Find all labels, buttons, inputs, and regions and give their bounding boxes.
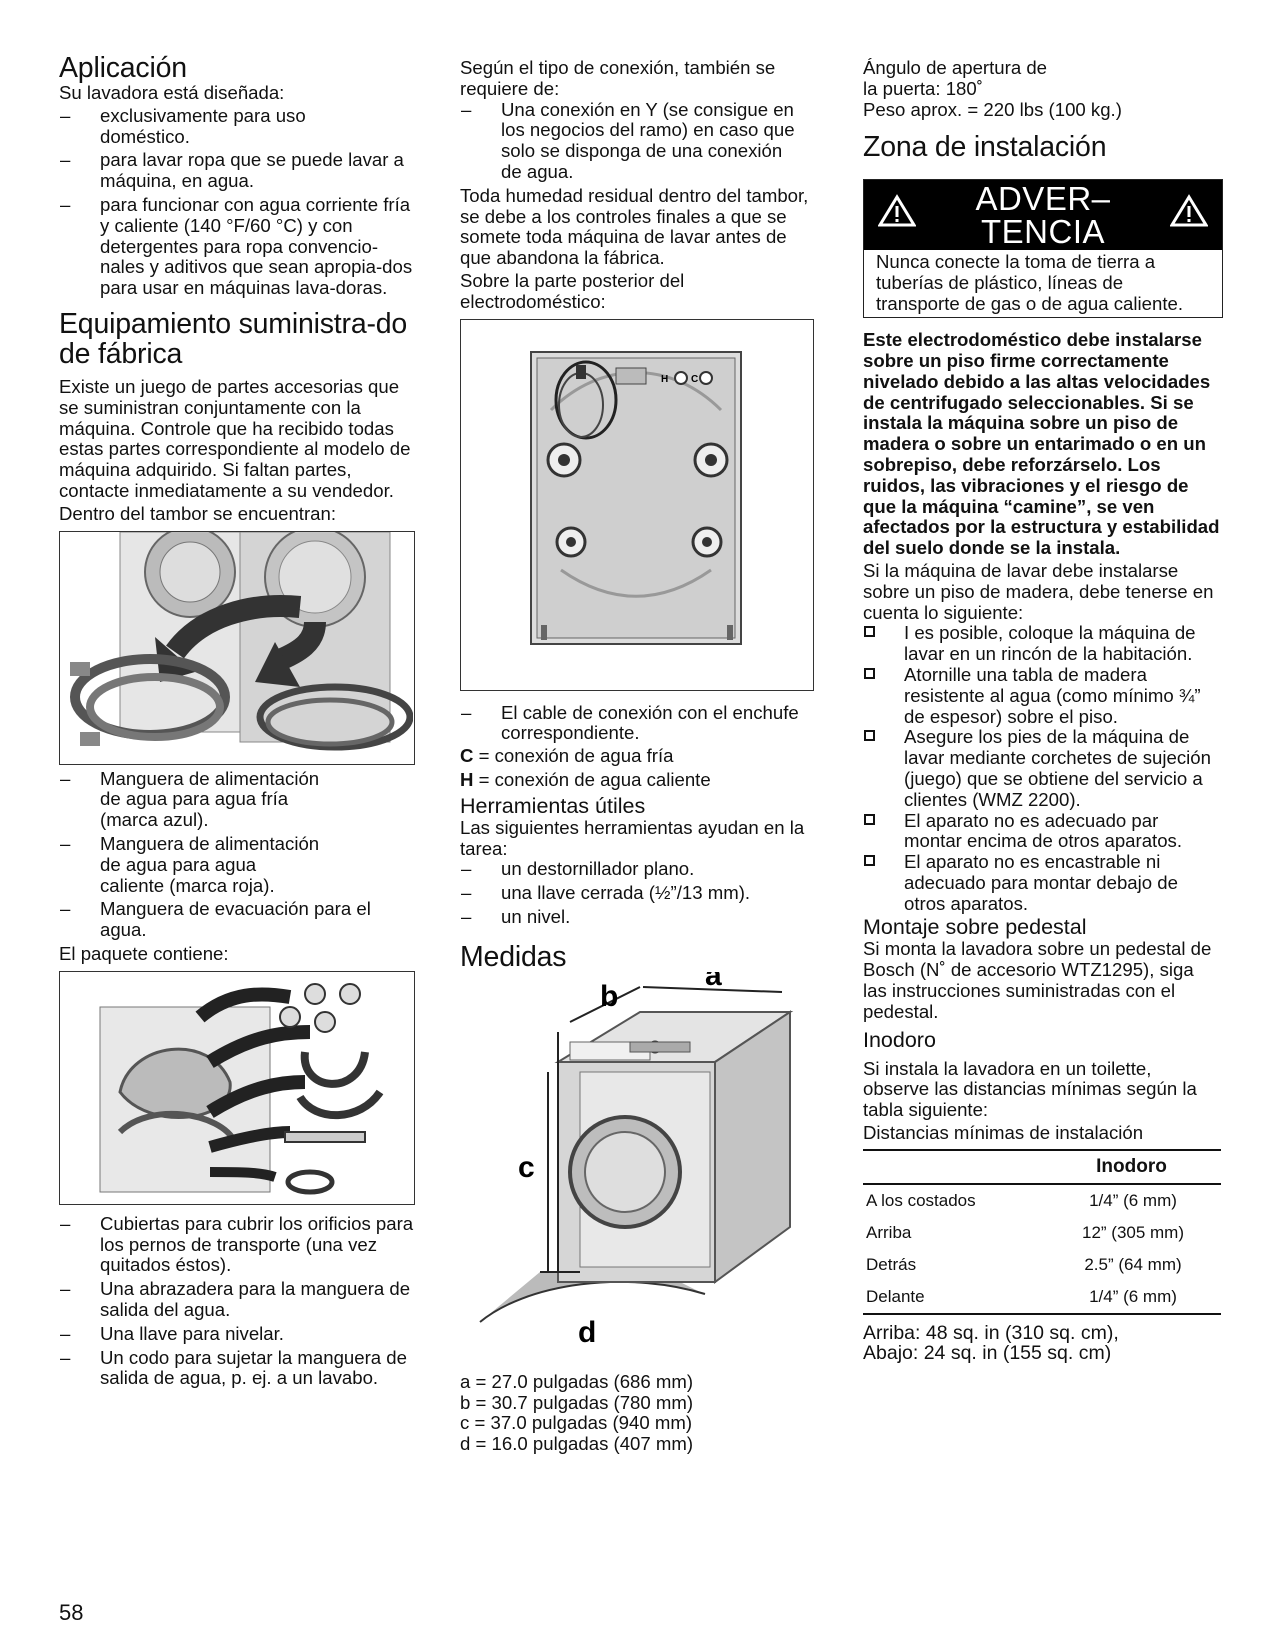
table-row (863, 1184, 1221, 1217)
madera-checklist (863, 623, 1221, 914)
page-number: 58 (59, 1600, 84, 1625)
heading-herramientas: Herramientas útiles (460, 793, 646, 818)
table-row (863, 1217, 1221, 1249)
checklist-item: El aparato no es encastrable ni adecuado para montar debajo de otros aparatos. (863, 852, 1221, 914)
table-row (863, 1249, 1221, 1281)
heading-aplicacion: Aplicación (59, 52, 187, 84)
pedestal-text: Si monta la lavadora sobre un pedestal de Bosch (N˚ de accesorio WTZ1295), siga las instrucciones suministradas con el pedestal. (863, 938, 1212, 1022)
heading-pedestal: Montaje sobre pedestal (863, 915, 1087, 940)
accessories-drawing (60, 972, 413, 1203)
row-label: Detrás (866, 1254, 917, 1274)
dimensions-list (460, 1372, 815, 1455)
list-item: – Una abrazadera para la manguera de salida del agua. (59, 1279, 414, 1321)
row-label: Arriba (866, 1222, 912, 1242)
aplicacion-list (59, 106, 414, 299)
accessories-illustration (59, 971, 415, 1205)
checklist-item: Atornille una tabla de madera resistente al agua (como mínimo ¾” de espesor) sobre el piso. (863, 665, 1221, 727)
peso-text: Peso aprox. = 220 lbs (100 kg.) (863, 98, 1122, 120)
column-3 (863, 50, 1221, 1363)
hot-connection-label: H (661, 373, 669, 385)
heading-zona-instalacion: Zona de instalación (863, 131, 1107, 164)
warning-text: Nunca conecte la toma de tierra a tuberías de plástico, líneas de transporte de gas o de agua caliente. (876, 251, 1184, 314)
dimension-c-label: c (518, 1150, 535, 1184)
list-item: – un nivel. (460, 907, 815, 928)
c-definition (460, 746, 815, 767)
list-item: – Manguera de evacuación para el agua. (59, 899, 414, 941)
list-item: – Cubiertas para cubrir los orificios para los pernos de transporte (una vez quitados éstos). (59, 1214, 414, 1276)
herramientas-list (460, 859, 815, 927)
row-value: 1/4” (6 mm) (1089, 1190, 1177, 1210)
cold-connection-label: C (691, 373, 699, 385)
warning-triangle-icon (878, 194, 916, 233)
h-text: = conexión de agua caliente (473, 768, 711, 790)
table-row (863, 1281, 1221, 1314)
installation-notice: Este electrodoméstico debe instalarse sobre un piso firme correctamente nivelado debido a las altas velocidades de centrifugado seleccionables. Si se instala la máquina sobre un piso de madera o sobre un entarimado o en un sobrepiso, debe reforzárselo. Los ruidos, las vibraciones y el riesgo de que la máquina “camine”, se ven afectados por la estructura y estabilidad del suelo donde se la instala. (863, 329, 1220, 559)
hoses-illustration (59, 531, 415, 765)
checklist-item: El aparato no es adecuado par montar encima de otros aparatos. (863, 811, 1221, 853)
list-item: – exclusivamente para uso doméstico. (59, 106, 414, 148)
column-2 (460, 50, 815, 1455)
checklist-item: I es posible, coloque la máquina de lavar en un rincón de la habitación. (863, 623, 1221, 665)
abajo-note: Abajo: 24 sq. in (155 sq. cm) (863, 1341, 1112, 1364)
column-1 (59, 50, 414, 1392)
arriba-note: Arriba: 48 sq. in (310 sq. cm), (863, 1321, 1119, 1344)
tambor-intro: Dentro del tambor se encuentran: (59, 502, 336, 524)
list-item: – para funcionar con agua corriente fría y caliente (140 °F/60 °C) y con detergentes para ropa convencio-nales y aditivos que sean apropia-dos para usar en máquinas lava-doras. (59, 195, 414, 299)
warning-box (863, 179, 1223, 318)
hoses-drawing (60, 532, 413, 763)
list-item: – para lavar ropa que se puede lavar a máquina, en agua. (59, 150, 414, 192)
h-key: H (460, 768, 474, 790)
row-value: 12” (305 mm) (1081, 1222, 1185, 1242)
list-item: – Una llave para nivelar. (59, 1324, 414, 1345)
dimensions-illustration (460, 972, 815, 1372)
heading-inodoro: Inodoro (863, 1027, 936, 1052)
warning-header (864, 180, 1222, 250)
dimension-b-label: b (600, 979, 619, 1013)
cable-list (460, 703, 815, 745)
row-value: 1/4” (6 mm) (1042, 1281, 1221, 1314)
table-header-row (863, 1150, 1221, 1184)
row-label: A los costados (866, 1190, 976, 1210)
conexion-list (460, 100, 815, 183)
heading-medidas: Medidas (460, 940, 567, 973)
distances-table (863, 1149, 1221, 1315)
list-item: – Un codo para sujetar la manguera de salida de agua, p. ej. a un lavabo. (59, 1348, 414, 1390)
machine-back-drawing (461, 320, 812, 689)
paquete-list (59, 1214, 414, 1389)
inodoro-text: Si instala la lavadora en un toilette, observe las distancias mínimas según la tabla siguiente: (863, 1057, 1197, 1121)
paquete-intro: El paquete contiene: (59, 942, 229, 964)
equipamiento-text: Existe un juego de partes accesorias que se suministran conjuntamente con la máquina. Controle que ha recibido todas estas partes correspondiente al modelo de máquina adquirido. Si faltan partes, contacte inmediatamente a su vendedor. (59, 375, 411, 501)
warning-title: ADVER– TENCIA (975, 180, 1111, 251)
angulo-line-2: la puerta: 180˚ (863, 77, 983, 99)
dimension-d-label: d (578, 1315, 597, 1349)
list-item: – Una conexión en Y (se consigue en los negocios del ramo) en caso que solo se disponga de una conexión de agua. (460, 100, 815, 183)
dimension-a: a = 27.0 pulgadas (686 mm) (460, 1370, 694, 1392)
tambor-list (59, 769, 414, 941)
conexion-intro: Según el tipo de conexión, también se requiere de: (460, 57, 776, 99)
herramientas-intro: Las siguientes herramientas ayudan en la tarea: (460, 816, 805, 859)
checklist-item: Asegure los pies de la máquina de lavar mediante corchetes de sujeción (juego) que se obtiene del servicio a clientes (WMZ 2200). (863, 727, 1221, 810)
row-value: 2.5” (64 mm) (1084, 1254, 1182, 1274)
table-caption: Distancias mínimas de instalación (863, 1122, 1144, 1144)
madera-intro: Si la máquina de lavar debe instalarse sobre un piso de madera, debe tenerse en cuenta lo siguiente: (863, 559, 1214, 623)
posterior-text: Sobre la parte posterior del electrodoméstico: (460, 269, 685, 312)
angulo-line-1: Ángulo de apertura de (863, 57, 1048, 78)
heading-equipamiento: Equipamiento suministra-do de fábrica (59, 307, 408, 370)
dimensions-drawing (460, 972, 815, 1372)
dimension-b: b = 30.7 pulgadas (780 mm) (460, 1391, 694, 1413)
aplicacion-intro: Su lavadora está diseñada: (59, 82, 285, 103)
list-item: – Manguera de alimentación de agua para agua caliente (marca roja). (59, 834, 414, 896)
humedad-text: Toda humedad residual dentro del tambor, se debe a los controles finales a que se somete toda máquina de lavar antes de que abandona la fábrica. (460, 184, 809, 269)
table-header-inodoro: Inodoro (1042, 1150, 1221, 1184)
list-item: – El cable de conexión con el enchufe correspondiente. (460, 703, 815, 745)
h-definition (460, 770, 815, 791)
list-item: – una llave cerrada (½”/13 mm). (460, 883, 815, 904)
list-item: – Manguera de alimentación de agua para agua fría (marca azul). (59, 769, 414, 831)
machine-back-illustration (460, 319, 814, 691)
list-item: – un destornillador plano. (460, 859, 815, 880)
c-text: = conexión de agua fría (473, 745, 674, 767)
warning-triangle-icon (1170, 194, 1208, 233)
dimension-d: d = 16.0 pulgadas (407 mm) (460, 1433, 694, 1455)
dimension-c: c = 37.0 pulgadas (940 mm) (460, 1412, 693, 1434)
row-label: Delante (863, 1281, 1042, 1314)
c-key: C (460, 745, 474, 767)
dimension-a-label: a (705, 971, 722, 992)
